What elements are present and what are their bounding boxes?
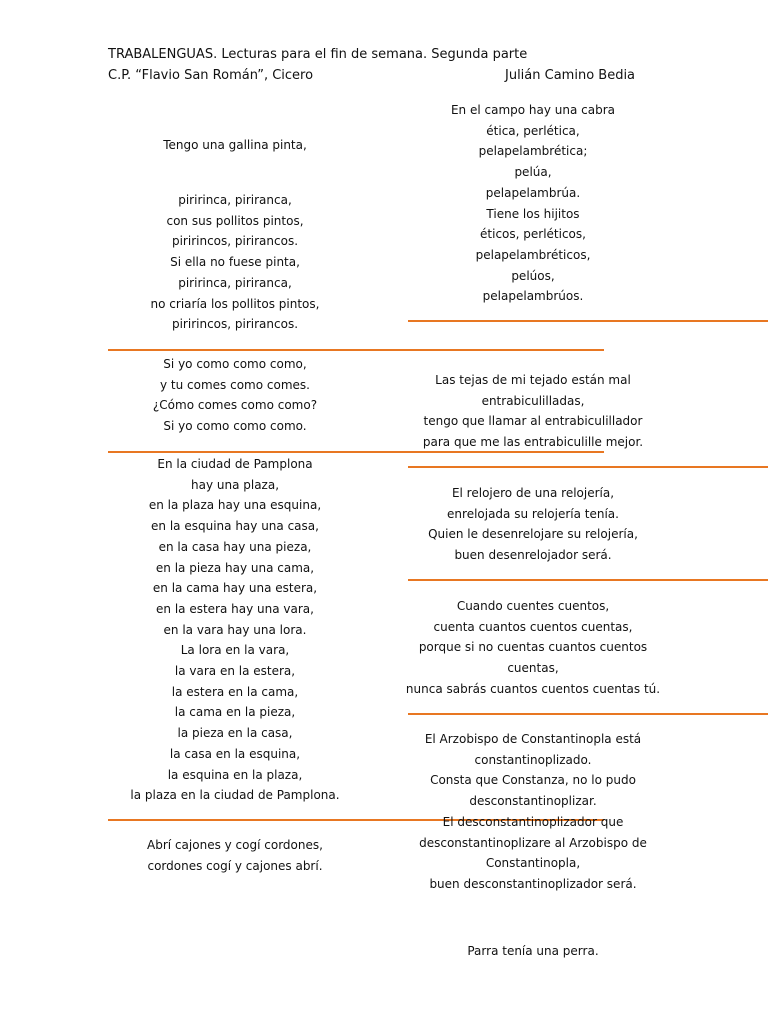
poem-line: El desconstantinoplizador que (442, 814, 624, 829)
poem-line: Si yo como como como. (163, 419, 307, 434)
section-divider (408, 713, 768, 715)
poem-line: nunca sabrás cuantos cuentos cuentas tú. (405, 681, 661, 696)
poem-line: Si yo como como como, (163, 357, 307, 371)
poem-line: En el campo hay una cabra (450, 103, 616, 117)
section-divider (408, 466, 768, 468)
poem-line: Las tejas de mi tejado están mal (435, 373, 631, 387)
poem-line: Tengo una gallina pinta, (163, 138, 307, 152)
poem-line: pelapelambrúos. (482, 289, 584, 304)
author-name: Julián Camino Bedia (505, 68, 636, 83)
poem-line: desconstantinoplizare al Arzobispo de (419, 835, 647, 850)
poem-line: la casa en la esquina, (169, 746, 301, 761)
poem-line: Abrí cajones y cogí cordones, (147, 838, 323, 852)
poem-line: la cama en la pieza, (174, 705, 296, 720)
poem-line: la esquina en la plaza, (167, 767, 303, 782)
poem-line: pelapelambrética; (478, 144, 588, 159)
poem-gallina-first-line (130, 135, 340, 156)
poem-cuentos (398, 596, 668, 700)
poem-line: con sus pollitos pintos, (166, 213, 304, 228)
poem-line: Consta que Constanza, no lo pudo (430, 773, 636, 788)
poem-line: en la esquina hay una casa, (151, 519, 319, 534)
poem-line: cuenta cuantos cuentos cuentas, (433, 619, 633, 634)
poem-tejado (398, 370, 668, 453)
poem-line: ética, perlética, (486, 123, 580, 138)
section-divider (408, 320, 768, 322)
poem-line: Parra tenía una perra. (467, 944, 599, 958)
poem-cajones (120, 835, 350, 876)
poem-line: Constantinopla, (485, 856, 581, 871)
school-name: C.P. “Flavio San Román”, Cicero (108, 68, 314, 83)
poem-line: porque si no cuentas cuantos cuentos (418, 640, 648, 655)
poem-line: en la plaza hay una esquina, (148, 498, 322, 513)
poem-line: pelapelambrúa. (485, 185, 581, 200)
poem-line: En la ciudad de Pamplona (157, 457, 313, 471)
poem-pamplona (115, 454, 355, 806)
poem-line: la estera en la cama, (171, 684, 299, 699)
poem-line: pelúos, (511, 268, 555, 283)
poem-line: Tiene los hijitos (486, 206, 580, 221)
poem-line: tengo que llamar al entrabiculillador (423, 414, 643, 429)
poem-line: El relojero de una relojería, (451, 486, 615, 500)
poem-line: buen desenrelojador será. (454, 548, 612, 563)
poem-line: piririnca, piriranca, (178, 275, 292, 290)
poem-line: desconstantinoplizar. (469, 794, 597, 809)
poem-line: Cuando cuentes cuentos, (456, 599, 610, 613)
poem-line: y tu comes como comes. (160, 377, 310, 392)
poem-parra (408, 941, 658, 962)
poem-line: buen desconstantinoplizador será. (429, 876, 637, 891)
poem-line: La lora en la vara, (180, 643, 290, 658)
poem-line: la vara en la estera, (174, 664, 296, 679)
poem-line: cordones cogí y cajones abrí. (147, 858, 323, 873)
poem-line: la pieza en la casa, (177, 726, 293, 741)
poem-como (120, 354, 350, 437)
poem-line: hay una plaza, (190, 477, 280, 492)
poem-arzobispo (398, 729, 668, 895)
poem-line: ¿Cómo comes como como? (152, 398, 318, 413)
poem-line: pelapelambréticos, (475, 247, 591, 262)
poem-line: en la estera hay una vara, (156, 601, 314, 616)
poem-line: Quien le desenrelojare su relojería, (428, 527, 638, 542)
poem-line: éticos, perléticos, (480, 227, 586, 242)
poem-line: no criaría los pollitos pintos, (150, 296, 320, 311)
poem-line: El Arzobispo de Constantinopla está (424, 732, 642, 746)
poem-line: en la casa hay una pieza, (158, 539, 312, 554)
document-title: TRABALENGUAS. Lecturas para el fin de semana. Segunda parte (108, 47, 528, 62)
poem-line: enrelojada su relojería tenía. (447, 506, 619, 521)
poem-line: pelúa, (514, 165, 552, 180)
poem-line: en la vara hay una lora. (163, 622, 307, 637)
poem-line: Si ella no fuese pinta, (170, 255, 300, 270)
poem-line: cuentas, (507, 661, 559, 676)
poem-relojero (408, 483, 658, 566)
poem-gallina (120, 190, 350, 335)
poem-line: para que me las entrabiculille mejor. (422, 435, 644, 450)
poem-line: en la cama hay una estera, (152, 581, 318, 596)
section-divider (408, 579, 768, 581)
poem-line: piririncos, pirirancos. (171, 317, 299, 332)
poem-line: entrabiculilladas, (481, 393, 585, 408)
poem-line: piririnca, piriranca, (178, 193, 292, 207)
poem-line: constantinoplizado. (474, 752, 592, 767)
poem-line: piririncos, pirirancos. (171, 234, 299, 249)
section-divider (108, 349, 604, 351)
poem-line: la plaza en la ciudad de Pamplona. (130, 788, 340, 803)
poem-cabra (408, 100, 658, 307)
poem-line: en la pieza hay una cama, (155, 560, 315, 575)
